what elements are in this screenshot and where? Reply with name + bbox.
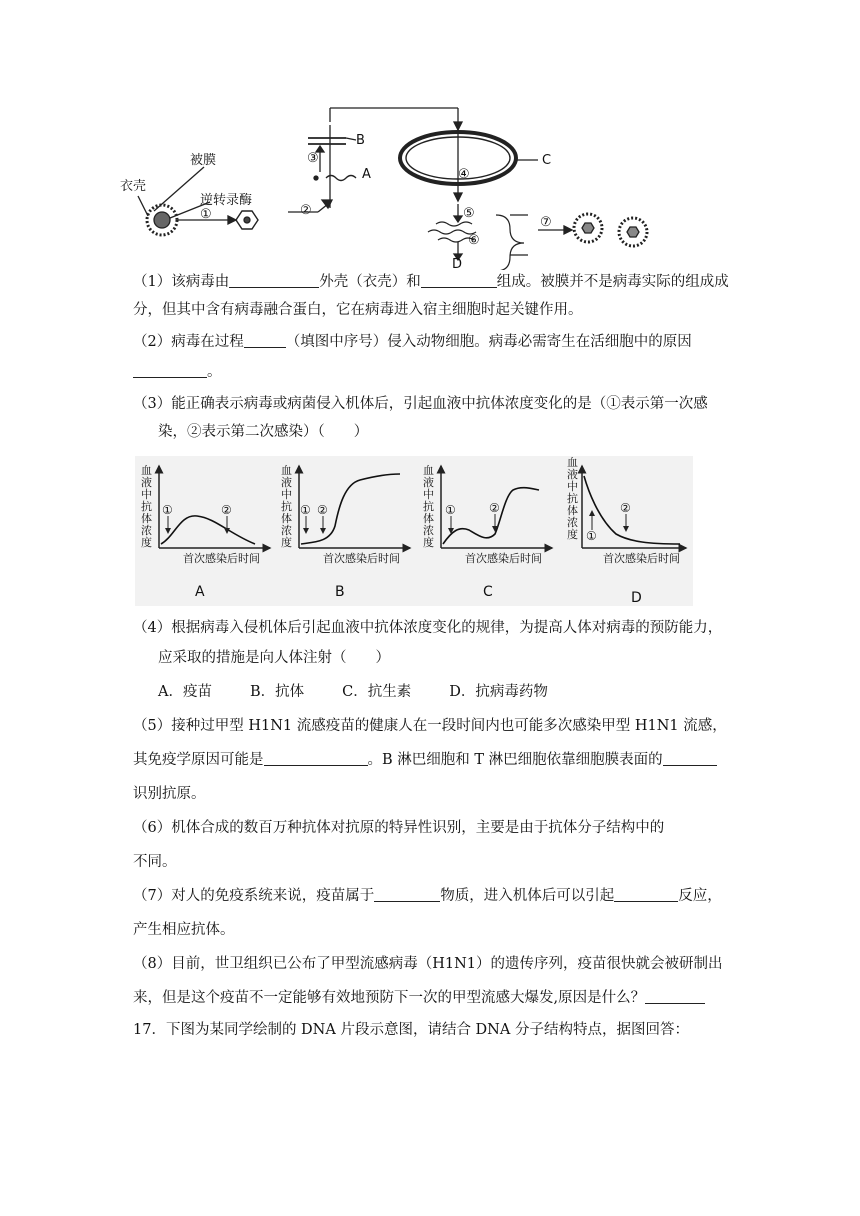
q2-blank-2[interactable] <box>133 363 207 378</box>
q5-line-2 <box>133 750 733 770</box>
label-enzyme: 逆转录酶 <box>200 193 253 208</box>
q4-options <box>158 682 733 702</box>
ylabel-char: 液 <box>281 476 292 489</box>
second-infection-label: ② <box>317 503 328 517</box>
q6-line-1: （6）机体合成的数百万种抗体对抗原的特异性识别，主要是由于抗体分子结构中的 <box>133 820 665 836</box>
q1-line-1 <box>133 272 733 292</box>
q7-text-a: （7）对人的免疫系统来说，疫苗属于 <box>133 888 375 904</box>
ylabel-char: 度 <box>141 536 152 549</box>
q1-line-2: 分，但其中含有病毒融合蛋白，它在病毒进入宿主细胞时起关键作用。 <box>133 302 583 318</box>
ylabel-char: 体 <box>281 512 292 525</box>
ylabel-char: 体 <box>567 504 578 517</box>
label-envelope: 被膜 <box>190 153 217 168</box>
q4-line-2: 应采取的措施是向人体注射（ ） <box>158 650 390 666</box>
label-coat: 衣壳 <box>120 179 147 194</box>
q1-text-b: 外壳（衣壳）和 <box>319 274 421 290</box>
q2-text-end: 。 <box>207 364 222 380</box>
q8-line-1: （8）目前，世卫组织已公布了甲型流感病毒（H1N1）的遗传序列，疫苗很快就会被研制出 <box>133 956 723 972</box>
q7-blank-2[interactable] <box>614 887 678 902</box>
q7-text-c: 反应， <box>678 888 722 904</box>
label-B: B <box>356 133 365 148</box>
q1-text-a: （1）该病毒由 <box>133 274 230 290</box>
x-axis-label: 首次感染后时间 <box>465 552 542 565</box>
ylabel-char: 液 <box>567 468 578 481</box>
q7-blank-1[interactable] <box>374 887 440 902</box>
q5-text-b: 。B 淋巴细胞和 T 淋巴细胞依靠细胞膜表面的 <box>367 752 663 768</box>
q5-blank-2[interactable] <box>663 751 717 766</box>
q2-line-2 <box>133 362 733 382</box>
first-infection-label: ① <box>300 503 311 517</box>
panel-label-D: D <box>631 590 642 606</box>
q2-blank-1[interactable] <box>244 333 286 348</box>
ylabel-char: 中 <box>567 480 578 493</box>
ylabel-char: 抗 <box>141 500 152 513</box>
first-infection-label: ① <box>586 529 597 543</box>
ylabel-char: 抗 <box>567 492 578 505</box>
ylabel-char: 浓 <box>141 524 152 537</box>
q4-line-1: （4）根据病毒入侵机体后引起血液中抗体浓度变化的规律，为提高人体对病毒的预防能力， <box>133 620 723 636</box>
step-3-label: ③ <box>307 151 319 166</box>
panel-label-B: B <box>335 584 345 600</box>
label-D: D <box>452 257 463 270</box>
ylabel-char: 中 <box>281 488 292 501</box>
q1-text-c: 组成。被膜并不是病毒实际的组成成 <box>496 274 729 290</box>
ylabel-char: 血 <box>567 456 578 469</box>
second-infection-label: ② <box>489 501 500 515</box>
ylabel-char: 体 <box>423 512 434 525</box>
option-A[interactable]: A．疫苗 <box>158 684 212 700</box>
ylabel-char: 浓 <box>281 524 292 537</box>
ylabel-char: 度 <box>567 528 578 541</box>
ylabel-char: 中 <box>423 488 434 501</box>
step-7-label: ⑦ <box>540 215 552 230</box>
panel-label-A: A <box>195 584 205 600</box>
ylabel-char: 体 <box>141 512 152 525</box>
q2-text-a: （2）病毒在过程 <box>133 334 244 350</box>
option-C[interactable]: C．抗生素 <box>342 684 412 700</box>
q1-blank-2[interactable] <box>421 273 497 288</box>
ylabel-char: 中 <box>141 488 152 501</box>
ylabel-char: 浓 <box>567 516 578 529</box>
label-C: C <box>542 153 552 168</box>
ylabel-char: 抗 <box>423 500 434 513</box>
ylabel-char: 抗 <box>281 500 292 513</box>
antibody-graphs <box>135 456 693 606</box>
second-infection-label: ② <box>620 501 631 515</box>
x-axis-label: 首次感染后时间 <box>323 552 400 565</box>
q8-line-2 <box>133 988 733 1008</box>
x-axis-label: 首次感染后时间 <box>603 552 680 565</box>
q3-line-1: （3）能正确表示病毒或病菌侵入机体后，引起血液中抗体浓度变化的是（①表示第一次感 <box>133 396 708 412</box>
ylabel-char: 血 <box>281 464 292 477</box>
ylabel-char: 血 <box>423 464 434 477</box>
label-A: A <box>362 167 371 182</box>
q1-blank-1[interactable] <box>229 273 319 288</box>
q17-line-1: 17．下图为某同学绘制的 DNA 片段示意图，请结合 DNA 分子结构特点，据图回答： <box>133 1022 689 1038</box>
q3-line-2: 染，②表示第二次感染）（ ） <box>158 424 369 440</box>
x-axis-label: 首次感染后时间 <box>183 552 260 565</box>
step-5-label: ⑤ <box>463 206 475 221</box>
q2-line-1 <box>133 332 733 352</box>
ylabel-char: 液 <box>141 476 152 489</box>
virus-infection-diagram <box>118 100 673 270</box>
second-infection-label: ② <box>221 503 232 517</box>
step-2-label: ② <box>300 203 312 218</box>
q5-line-3: 识别抗原。 <box>133 786 206 802</box>
step-1-label: ① <box>200 207 212 222</box>
first-infection-label: ① <box>445 503 456 517</box>
q5-blank-1[interactable] <box>264 751 368 766</box>
q6-line-2: 不同。 <box>133 854 177 870</box>
first-infection-label: ① <box>162 503 173 517</box>
q8-text: 来，但是这个疫苗不一定能够有效地预防下一次的甲型流感大爆发,原因是什么？ <box>133 990 646 1006</box>
q7-line-2: 产生相应抗体。 <box>133 922 235 938</box>
ylabel-char: 浓 <box>423 524 434 537</box>
option-B[interactable]: B．抗体 <box>249 684 305 700</box>
ylabel-char: 液 <box>423 476 434 489</box>
q5-text-a: 其免疫学原因可能是 <box>133 752 264 768</box>
step-4-label: ④ <box>458 167 470 182</box>
option-D[interactable]: D．抗病毒药物 <box>449 684 548 700</box>
step-6-label: ⑥ <box>468 233 480 248</box>
ylabel-char: 度 <box>281 536 292 549</box>
ylabel-char: 血 <box>141 464 152 477</box>
q5-line-1: （5）接种过甲型 H1N1 流感疫苗的健康人在一段时间内也可能多次感染甲型 H1N1 流感， <box>133 718 727 734</box>
q7-line-1 <box>133 886 733 906</box>
q7-text-b: 物质，进入机体后可以引起 <box>440 888 615 904</box>
q2-text-b: （填图中序号）侵入动物细胞。病毒必需寄生在活细胞中的原因 <box>285 334 692 350</box>
panel-label-C: C <box>483 584 493 600</box>
q8-blank[interactable] <box>645 989 705 1004</box>
ylabel-char: 度 <box>423 536 434 549</box>
